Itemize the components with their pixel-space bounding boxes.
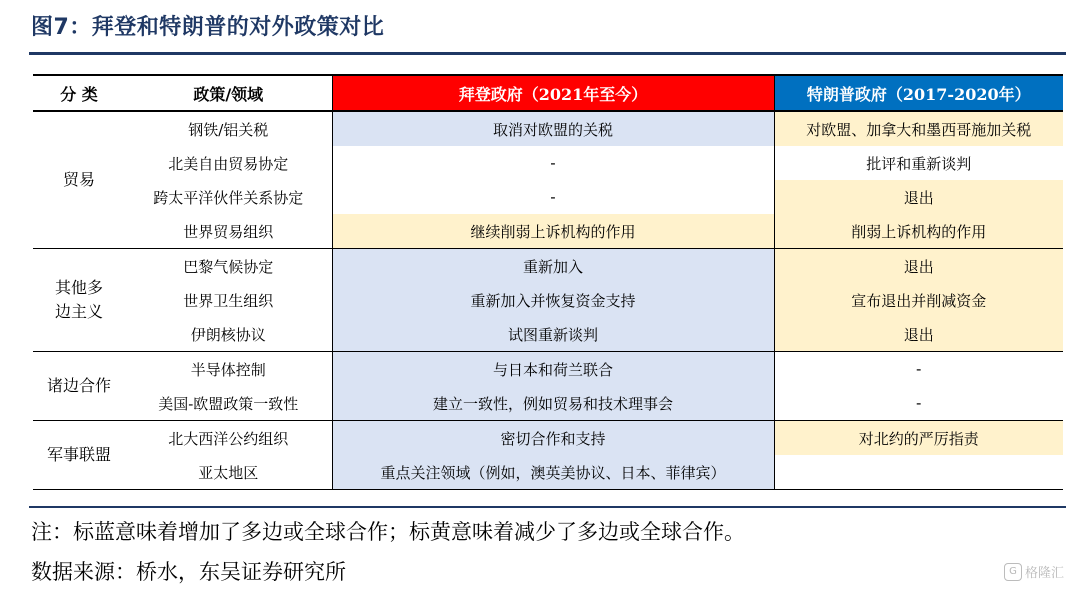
biden-cell: 重新加入 <box>332 249 774 284</box>
table-row <box>33 180 1063 214</box>
biden-cell: 继续削弱上诉机构的作用 <box>332 214 774 249</box>
policy-cell: 世界卫生组织 <box>183 291 274 310</box>
trump-cell: 批评和重新谈判 <box>774 146 1063 180</box>
table-row <box>33 386 1063 421</box>
biden-cell: 重点关注领域（例如，澳英美协议、日本、菲律宾） <box>332 455 774 490</box>
table-row <box>33 214 1063 249</box>
table-row <box>33 352 1063 387</box>
policy-cell: 世界贸易组织 <box>125 214 332 249</box>
biden-cell: 密切合作和支持 <box>332 421 774 456</box>
trump-cell: - <box>774 352 1063 387</box>
source-note: 数据来源：桥水，东吴证券研究所 <box>31 560 346 584</box>
trump-cell: 退出 <box>774 180 1063 214</box>
policy-cell: 跨太平洋伙伴关系协定 <box>153 188 304 207</box>
table-row <box>33 146 1063 180</box>
category-label: 其他多边主义 <box>54 278 103 321</box>
biden-cell: 与日本和荷兰联合 <box>332 352 774 387</box>
biden-cell: 取消对欧盟的关税 <box>332 111 774 146</box>
policy-comparison-table <box>33 74 1063 490</box>
table-row <box>33 283 1063 317</box>
biden-cell: 试图重新谈判 <box>332 317 774 352</box>
watermark <box>1004 562 1064 581</box>
watermark-logo-icon: G <box>1004 563 1022 581</box>
table-row <box>33 455 1063 490</box>
category-cell: 诸边合作 <box>33 352 125 421</box>
biden-cell: 建立一致性，例如贸易和技术理事会 <box>332 386 774 421</box>
biden-cell: - <box>332 180 774 214</box>
footnote: 注：标蓝意味着增加了多边或全球合作；标黄意味着减少了多边或全球合作。 <box>31 520 745 544</box>
policy-cell: 北大西洋公约组织 <box>168 429 289 448</box>
trump-cell <box>774 455 1063 490</box>
title-divider <box>29 52 1066 55</box>
trump-cell: 退出 <box>774 317 1063 352</box>
watermark-text: 格隆汇 <box>1025 566 1065 581</box>
policy-cell: 亚太地区 <box>125 455 332 490</box>
trump-cell: - <box>774 386 1063 421</box>
header-category: 分 类 <box>60 84 98 104</box>
policy-cell: 半导体控制 <box>190 360 266 379</box>
trump-cell: 对欧盟、加拿大和墨西哥施加关税 <box>774 111 1063 146</box>
category-cell <box>33 249 125 352</box>
trump-cell: 对北约的严厉指责 <box>774 421 1063 456</box>
biden-cell: 重新加入并恢复资金支持 <box>332 283 774 317</box>
header-trump: 特朗普政府（2017-2020年） <box>774 75 1063 111</box>
policy-cell: 钢铁/铝关税 <box>188 120 269 139</box>
header-biden: 拜登政府（2021年至今） <box>332 75 774 111</box>
page-title: 图7：拜登和特朗普的对外政策对比 <box>31 15 385 40</box>
category-cell: 贸易 <box>33 111 125 249</box>
policy-cell: 巴黎气候协定 <box>183 257 274 276</box>
trump-cell: 削弱上诉机构的作用 <box>774 214 1063 249</box>
category-cell: 军事联盟 <box>33 421 125 490</box>
trump-cell: 退出 <box>774 249 1063 284</box>
header-policy: 政策/领域 <box>193 84 264 104</box>
table-header-row <box>33 75 1063 111</box>
table-row <box>33 421 1063 456</box>
table-row <box>33 317 1063 352</box>
policy-cell: 美国-欧盟政策一致性 <box>125 386 332 421</box>
policy-cell: 伊朗核协议 <box>125 317 332 352</box>
footnote-divider <box>29 506 1066 508</box>
table-row <box>33 249 1063 284</box>
trump-cell: 宣布退出并削减资金 <box>774 283 1063 317</box>
policy-cell: 北美自由贸易协定 <box>168 154 289 173</box>
table-row <box>33 111 1063 146</box>
biden-cell: - <box>332 146 774 180</box>
